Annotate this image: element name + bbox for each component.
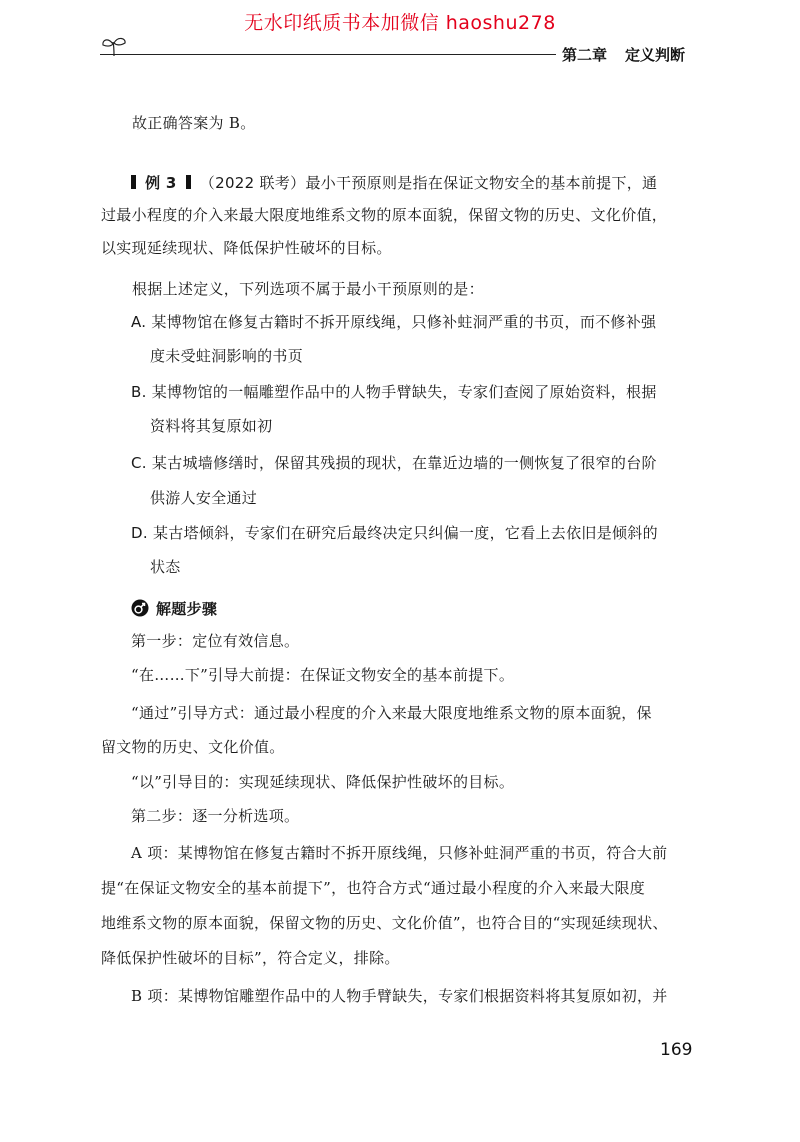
solution-line: “以”引导目的：实现延续现状、降低保护性破坏的目标。 (131, 773, 515, 791)
option-c-line2: 供游人安全通过 (150, 489, 258, 507)
chapter-number: 第二章 (562, 46, 608, 64)
solution-line: 降低保护性破坏的目标”，符合定义，排除。 (101, 949, 400, 967)
option-d-line2: 状态 (150, 558, 181, 576)
solution-line: 提“在保证文物安全的基本前提下”，也符合方式“通过最小程度的介入来最大限度 (101, 879, 646, 897)
solution-heading: 解题步骤 (156, 600, 218, 618)
option-d-line1: D. 某古塔倾斜，专家们在研究后最终决定只纠偏一度，它看上去依旧是倾斜的 (131, 524, 658, 542)
option-c-line1: C. 某古城墙修缮时，保留其残损的现状，在靠近边墙的一侧恢复了很窄的台阶 (131, 454, 657, 472)
solution-steps-icon (131, 599, 149, 617)
example-text-line: 过最小程度的介入来最大限度地维系文物的原本面貌，保留文物的历史、文化价值， (101, 206, 668, 224)
option-a-line2: 度未受蛀洞影响的书页 (150, 347, 304, 365)
example-label-bar-left (131, 175, 136, 189)
example-text-line: （2022 联考）最小干预原则是指在保证文物安全的基本前提下，通 (199, 174, 658, 192)
example-text-line: 以实现延续现状、降低保护性破坏的目标。 (101, 239, 392, 257)
option-a-line1: A. 某博物馆在修复古籍时不拆开原线绳，只修补蛀洞严重的书页，而不修补强 (131, 313, 657, 331)
chapter-title: 定义判断 (625, 46, 686, 64)
option-b-line2: 资料将其复原如初 (150, 417, 273, 435)
example-first-line (131, 172, 657, 193)
header-rule (100, 54, 556, 55)
question-text: 根据上述定义，下列选项不属于最小干预原则的是： (132, 280, 484, 298)
watermark-text: 无水印纸质书本加微信 haoshu278 (244, 12, 556, 34)
page-number: 169 (660, 1040, 693, 1060)
solution-line: “在……下”引导大前提：在保证文物安全的基本前提下。 (131, 666, 515, 684)
chapter-heading (562, 44, 685, 65)
example-label: 例 3 (145, 174, 177, 192)
solution-line: 第一步：定位有效信息。 (131, 632, 300, 650)
example-label-bar-right (186, 175, 191, 189)
solution-line: B 项：某博物馆雕塑作品中的人物手臂缺失，专家们根据资料将其复原如初，并 (131, 987, 668, 1005)
solution-line: A 项：某博物馆在修复古籍时不拆开原线绳，只修补蛀洞严重的书页，符合大前 (131, 844, 668, 862)
solution-line: 地维系文物的原本面貌，保留文物的历史、文化价值”，也符合目的“实现延续现状、 (101, 914, 668, 932)
intro-answer-line: 故正确答案为 B。 (132, 114, 256, 132)
solution-line: 留文物的历史、文化价值。 (101, 738, 285, 756)
solution-line: 第二步：逐一分析选项。 (131, 807, 300, 825)
solution-line: “通过”引导方式：通过最小程度的介入来最大限度地维系文物的原本面貌，保 (131, 704, 652, 722)
option-b-line1: B. 某博物馆的一幅雕塑作品中的人物手臂缺失，专家们查阅了原始资料，根据 (131, 383, 657, 401)
